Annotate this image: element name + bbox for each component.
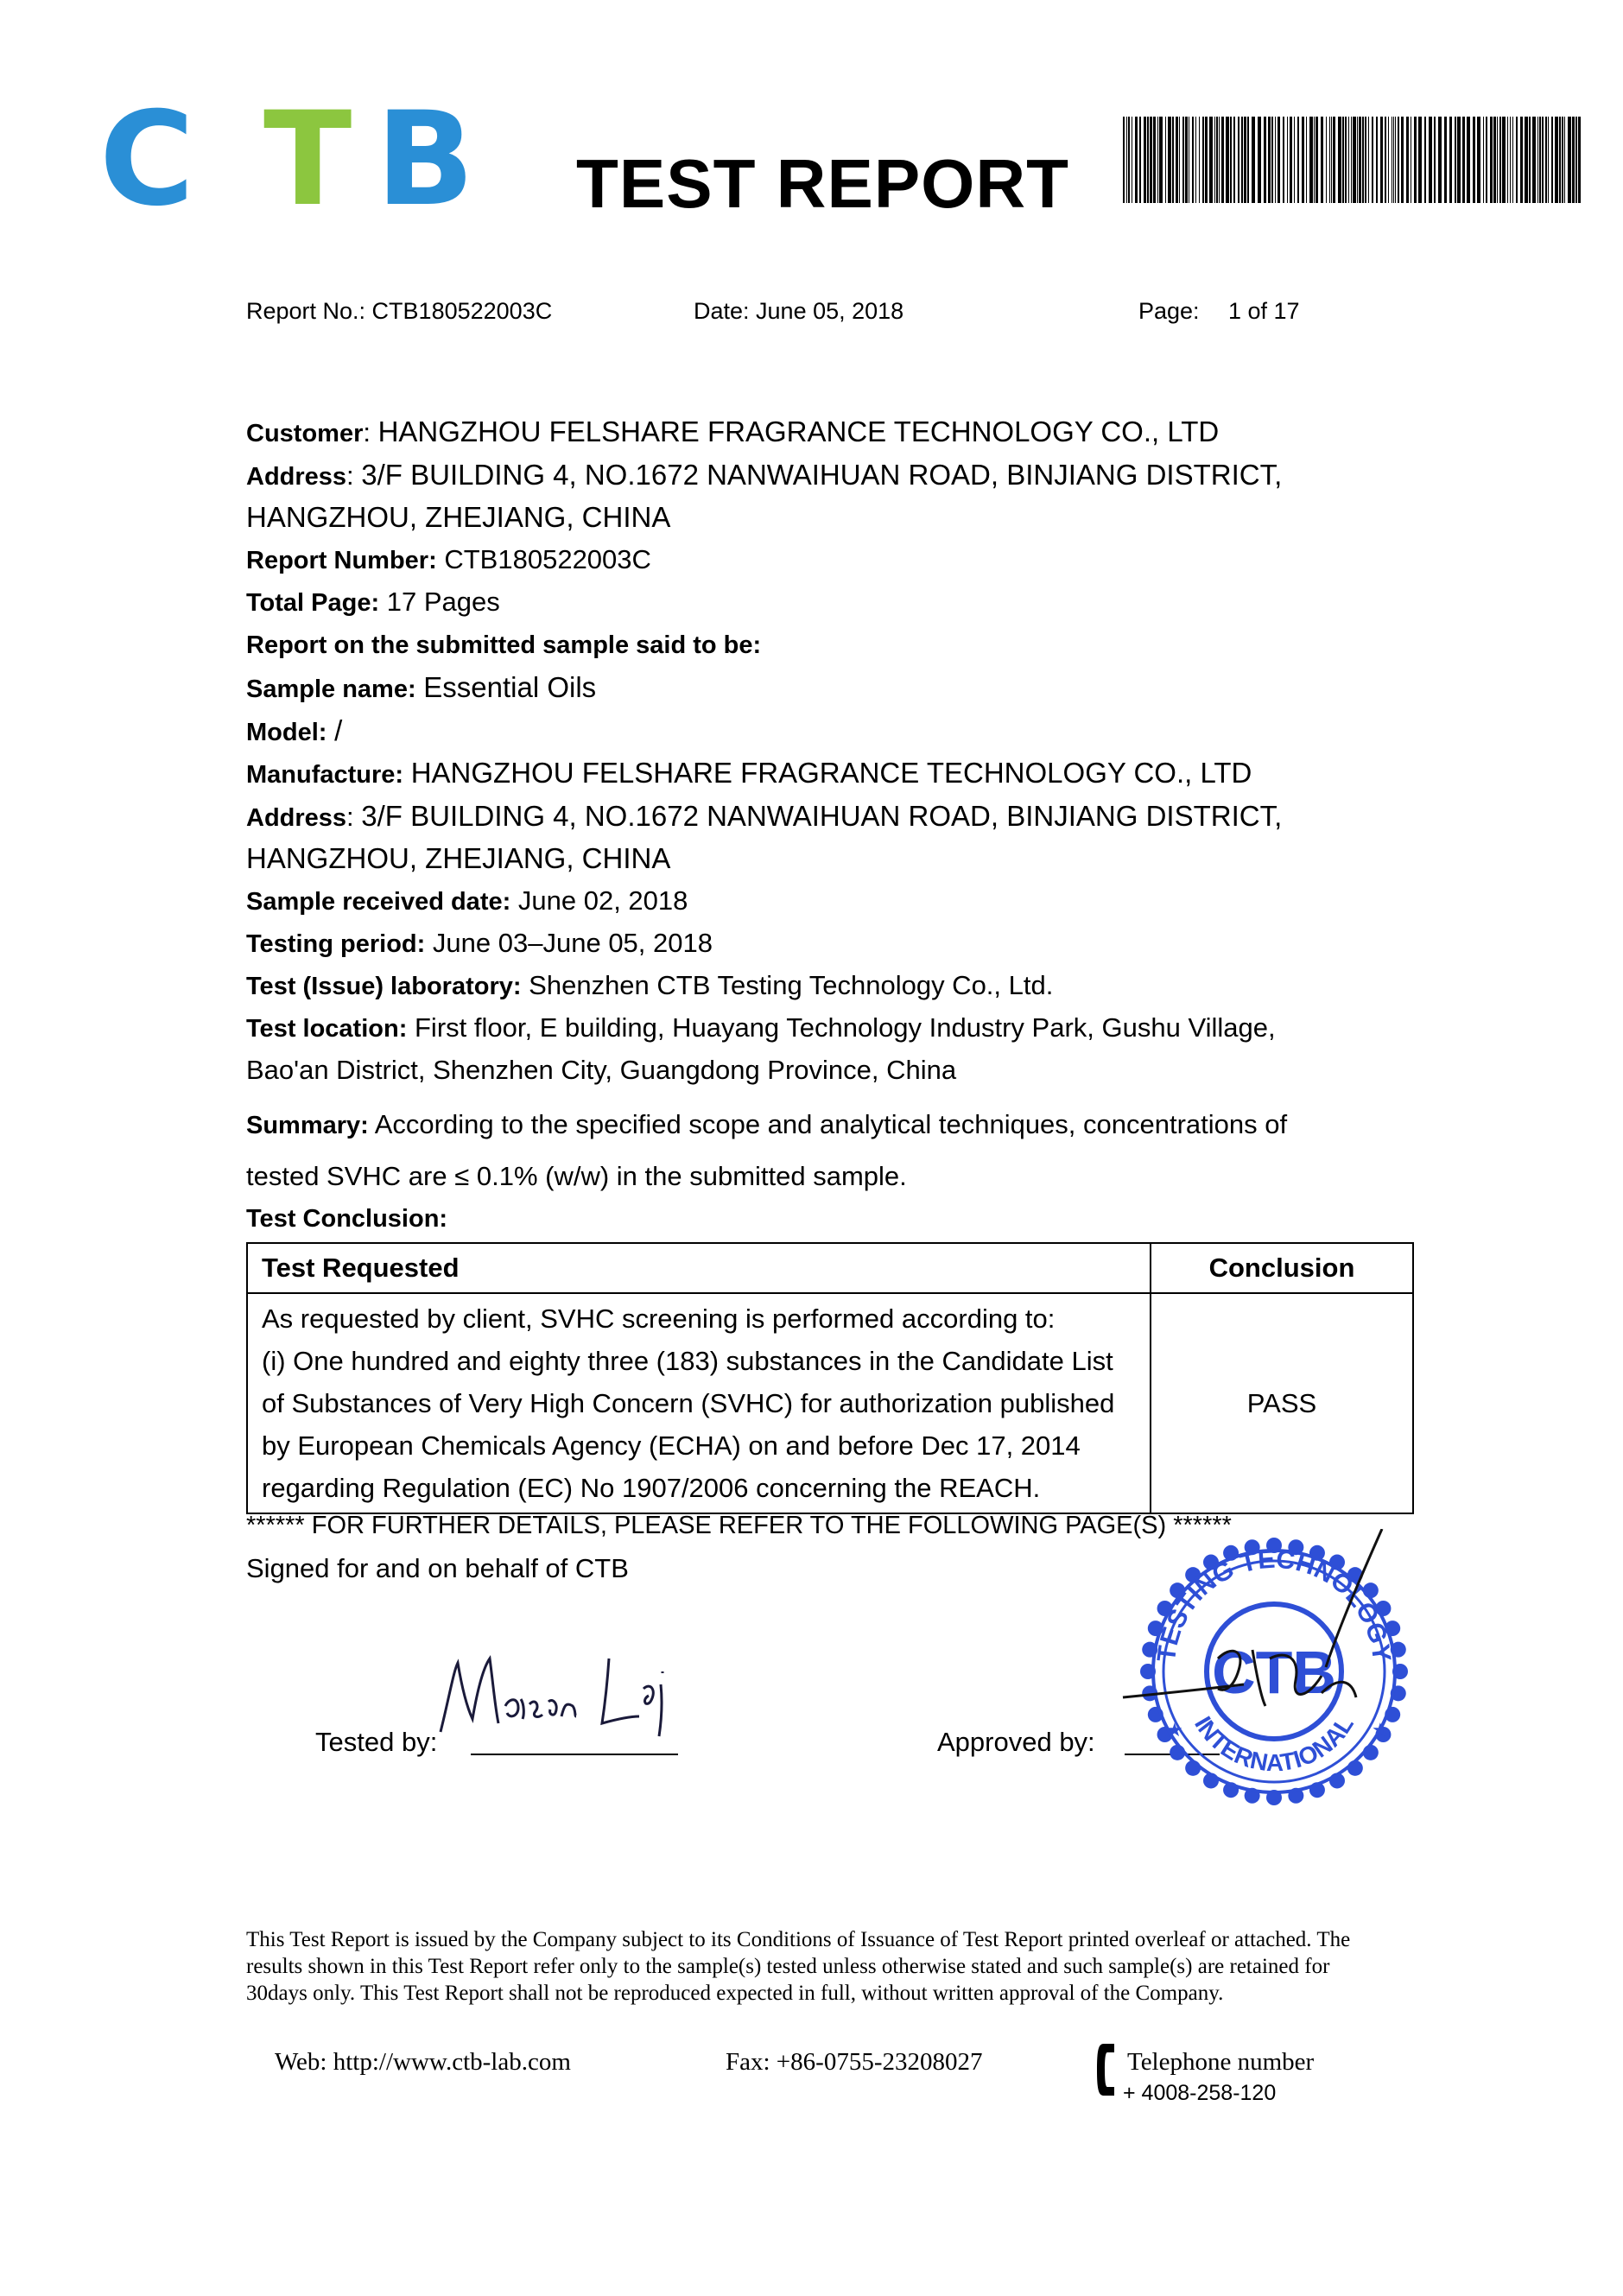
barcode-bar — [1209, 117, 1213, 203]
request-line: by European Chemicals Agency (ECHA) on and before Dec 17, 2014 — [262, 1430, 1081, 1461]
barcode-bar — [1545, 117, 1547, 203]
barcode-bar — [1551, 117, 1553, 203]
telephone-label: Telephone number — [1127, 2048, 1315, 2076]
barcode-bar — [1351, 117, 1352, 203]
barcode-icon — [1123, 117, 1582, 203]
barcode-bar — [1123, 117, 1125, 203]
barcode-bar — [1516, 117, 1518, 203]
barcode-bar — [1359, 117, 1361, 203]
received-value: June 02, 2018 — [517, 885, 688, 916]
barcode-bar — [1537, 117, 1538, 203]
barcode-bar — [1219, 117, 1220, 203]
location-line2: Bao'an District, Shenzhen City, Guangdong Province, China — [246, 1055, 957, 1085]
barcode-bar — [1380, 117, 1383, 203]
barcode-bar — [1578, 117, 1581, 203]
stamp-text-bottom: INTERNATIONAL — [1189, 1711, 1359, 1777]
barcode-bar — [1135, 117, 1138, 203]
barcode-bar — [1182, 117, 1184, 203]
conclusion-heading — [246, 1201, 447, 1236]
barcode-bar — [1345, 117, 1347, 203]
barcode-bar — [1507, 117, 1508, 203]
barcode-bar — [1199, 117, 1200, 203]
table-row — [247, 1293, 1413, 1513]
stamp-text-top: TESTING TECHNOLOGY — [1151, 1544, 1397, 1664]
barcode-bar — [1348, 117, 1349, 203]
barcode-bar — [1309, 117, 1313, 203]
barcode-bar — [1434, 117, 1436, 203]
telephone-number: + 4008-258-120 — [1123, 2081, 1277, 2105]
barcode-bar — [1388, 117, 1389, 203]
stamp-star-icon: ★ — [1372, 1719, 1389, 1741]
barcode-bar — [1473, 117, 1475, 203]
report-number-value: CTB180522003C — [444, 544, 651, 574]
customer-label: Customer — [246, 420, 364, 447]
barcode-bar — [1562, 117, 1563, 203]
disclaimer-text: This Test Report is issued by the Company subject to its Conditions of Issuance of Test Report printed overleaf or attached. The results shown in this Test Report refer only to the sample(s) tested unless otherwise stated and such sample(s) are retained for 30days only. This Test Report shall not be reproduced expected in full, without written approval of the Company. — [246, 1928, 1351, 2005]
page-label: Page: — [1138, 298, 1200, 324]
barcode-bar — [1147, 117, 1149, 203]
barcode-bar — [1214, 117, 1215, 203]
conclusion-label: Test Conclusion: — [246, 1205, 448, 1233]
barcode-bar — [1290, 117, 1292, 203]
logo-letter-b: B — [376, 85, 475, 235]
barcode-bar — [1331, 117, 1332, 203]
barcode-bar — [1329, 117, 1330, 203]
barcode-bar — [1497, 117, 1498, 203]
barcode-bar — [1493, 117, 1496, 203]
manufacture-label: Manufacture: — [246, 761, 404, 789]
barcode-bar — [1398, 117, 1399, 203]
barcode-bar — [1326, 117, 1327, 203]
barcode-bar — [1406, 117, 1409, 203]
request-line: of Substances of Very High Concern (SVHC) for authorization published — [262, 1388, 1115, 1418]
barcode-bar — [1275, 117, 1276, 203]
barcode-bar — [1502, 117, 1506, 203]
barcode-bar — [1357, 117, 1358, 203]
barcode-bar — [1338, 117, 1341, 203]
barcode-bar — [1512, 117, 1513, 203]
footer-web: Web: http://www.ctb-lab.com — [275, 2048, 571, 2076]
barcode-bar — [1306, 117, 1307, 203]
barcode-bar — [1283, 117, 1284, 203]
barcode-bar — [1510, 117, 1511, 203]
barcode-bar — [1418, 117, 1422, 203]
barcode-bar — [1520, 117, 1523, 203]
tested-signature — [428, 1637, 687, 1754]
barcode-bar — [1333, 117, 1335, 203]
barcode-bar — [1365, 117, 1366, 203]
barcode-bar — [1372, 117, 1373, 203]
telephone-icon — [1095, 2040, 1121, 2099]
summary-line2: tested SVHC are ≤ 0.1% (w/w) in the submitted sample. — [246, 1161, 907, 1191]
further-details-note: ****** FOR FURTHER DETAILS, PLEASE REFER TO THE FOLLOWING PAGE(S) ****** — [246, 1512, 1232, 1539]
barcode-bar — [1477, 117, 1480, 203]
summary-line1: According to the specified scope and analytical techniques, concentrations of — [374, 1109, 1288, 1139]
footer-fax: Fax: +86-0755-23208027 — [726, 2048, 983, 2076]
barcode-bar — [1195, 117, 1196, 203]
barcode-bar — [1153, 117, 1156, 203]
barcode-bar — [1401, 117, 1404, 203]
address-row: Address: 3/F BUILDING 4, NO.1672 NANWAIHUAN ROAD, BINJIANG DISTRICT, — [246, 459, 1283, 491]
barcode-bar — [1179, 117, 1180, 203]
model-label: Model: — [246, 719, 327, 746]
barcode-bar — [1226, 117, 1229, 203]
signed-for: Signed for and on behalf of CTB — [246, 1553, 629, 1583]
lab-row — [246, 968, 1053, 1004]
barcode-bar — [1483, 117, 1484, 203]
barcode-bar — [1414, 117, 1417, 203]
request-line: (i) One hundred and eighty three (183) substances in the Candidate List — [262, 1346, 1113, 1376]
submitted-label: Report on the submitted sample said to be: — [246, 631, 762, 659]
customer-row: Customer: HANGZHOU FELSHARE FRAGRANCE TECHNOLOGY CO., LTD — [246, 415, 1220, 447]
summary-label: Summary: — [246, 1112, 369, 1139]
barcode-bar — [1559, 117, 1561, 203]
barcode-bar — [1238, 117, 1239, 203]
barcode-bar — [1168, 117, 1171, 203]
tested-by-label: Tested by: — [315, 1727, 438, 1757]
model-row — [246, 714, 342, 750]
barcode-bar — [1159, 117, 1163, 203]
barcode-bar — [1490, 117, 1493, 203]
lab-label: Test (Issue) laboratory: — [246, 973, 522, 1000]
page-title: TEST REPORT — [576, 145, 1070, 222]
header-conclusion: Conclusion — [1151, 1243, 1413, 1293]
barcode-bar — [1542, 117, 1544, 203]
total-page-label: Total Page: — [246, 589, 380, 617]
barcode-bar — [1297, 117, 1299, 203]
barcode-bar — [1444, 117, 1447, 203]
barcode-bar — [1568, 117, 1571, 203]
barcode-bar — [1221, 117, 1224, 203]
total-page-row — [246, 585, 500, 620]
barcode-bar — [1376, 117, 1378, 203]
report-no: Report No.: CTB180522003C — [246, 298, 553, 324]
barcode-bar — [1277, 117, 1280, 203]
barcode-bar — [1539, 117, 1541, 203]
barcode-bar — [1128, 117, 1130, 203]
barcode-bar — [1564, 117, 1565, 203]
approved-by-label: Approved by: — [937, 1727, 1095, 1757]
barcode-bar — [1247, 117, 1249, 203]
barcode-bar — [1368, 117, 1369, 203]
barcode-bar — [1424, 117, 1426, 203]
request-cell — [247, 1293, 1151, 1513]
address-line1: 3/F BUILDING 4, NO.1672 NANWAIHUAN ROAD, BINJIANG DISTRICT, — [361, 459, 1283, 491]
barcode-bar — [1233, 117, 1235, 203]
period-value: June 03–June 05, 2018 — [432, 928, 713, 958]
location-row — [246, 1011, 1276, 1046]
submitted-heading — [246, 627, 761, 663]
request-line: regarding Regulation (EC) No 1907/2006 concerning the REACH. — [262, 1473, 1041, 1503]
barcode-bar — [1438, 117, 1442, 203]
period-row — [246, 926, 713, 961]
period-label: Testing period: — [246, 930, 426, 958]
logo-letter-t: T — [263, 85, 352, 235]
barcode-bar — [1302, 117, 1304, 203]
manufacture-address-line2: HANGZHOU, ZHEJIANG, CHINA — [246, 842, 671, 874]
barcode-bar — [1393, 117, 1394, 203]
barcode-bar — [1429, 117, 1432, 203]
barcode-bar — [1395, 117, 1396, 203]
logo-letter-c: C — [99, 85, 195, 235]
barcode-bar — [1268, 117, 1271, 203]
barcode-bar — [1185, 117, 1188, 203]
barcode-bar — [1575, 117, 1577, 203]
barcode-bar — [1353, 117, 1356, 203]
lab-value: Shenzhen CTB Testing Technology Co., Ltd. — [529, 970, 1054, 1000]
table-header-row — [247, 1243, 1413, 1293]
report-number-label: Report Number: — [246, 547, 437, 574]
address-label: Address — [246, 463, 347, 491]
barcode-bar — [1258, 117, 1261, 203]
sample-name-value: Essential Oils — [423, 671, 597, 703]
barcode-bar — [1157, 117, 1158, 203]
report-date: Date: June 05, 2018 — [694, 298, 904, 324]
barcode-bar — [1287, 117, 1288, 203]
barcode-bar — [1385, 117, 1386, 203]
barcode-bar — [1150, 117, 1152, 203]
manufacture-address-row: Address: 3/F BUILDING 4, NO.1672 NANWAIHUAN ROAD, BINJIANG DISTRICT, — [246, 800, 1283, 832]
barcode-bar — [1252, 117, 1255, 203]
manufacture-value: HANGZHOU FELSHARE FRAGRANCE TECHNOLOGY CO., LTD — [410, 757, 1252, 789]
barcode-bar — [1126, 117, 1127, 203]
barcode-bar — [1548, 117, 1549, 203]
barcode-bar — [1342, 117, 1344, 203]
header-test-requested: Test Requested — [247, 1243, 1151, 1293]
location-label: Test location: — [246, 1015, 408, 1043]
stamp-star-icon: ★ — [1166, 1719, 1183, 1741]
manufacture-address-label: Address — [246, 804, 347, 832]
tested-by-line — [471, 1754, 678, 1755]
summary-row — [246, 1107, 1287, 1143]
barcode-bar — [1271, 117, 1273, 203]
barcode-bar — [1205, 117, 1208, 203]
barcode-bar — [1241, 117, 1243, 203]
barcode-bar — [1165, 117, 1166, 203]
model-value: / — [334, 714, 343, 746]
barcode-bar — [1144, 117, 1146, 203]
barcode-bar — [1499, 117, 1501, 203]
result-cell: PASS — [1151, 1293, 1413, 1513]
customer-value: HANGZHOU FELSHARE FRAGRANCE TECHNOLOGY CO., LTD — [377, 415, 1220, 447]
barcode-bar — [1176, 117, 1178, 203]
barcode-bar — [1172, 117, 1174, 203]
manufacture-row — [246, 756, 1252, 792]
barcode-bar — [1139, 117, 1141, 203]
barcode-bar — [1202, 117, 1204, 203]
barcode-bar — [1455, 117, 1456, 203]
sample-name-label: Sample name: — [246, 675, 416, 703]
barcode-bar — [1457, 117, 1461, 203]
barcode-bar — [1449, 117, 1452, 203]
barcode-bar — [1529, 117, 1531, 203]
ctb-stamp — [1114, 1529, 1434, 1805]
barcode-bar — [1572, 117, 1575, 203]
barcode-bar — [1467, 117, 1470, 203]
stamp-center-text: CTB — [1212, 1639, 1336, 1706]
barcode-bar — [1264, 117, 1266, 203]
received-label: Sample received date: — [246, 888, 511, 916]
report-number-row — [246, 542, 651, 578]
barcode-bar — [1362, 117, 1364, 203]
barcode-bar — [1462, 117, 1465, 203]
barcode-bar — [1316, 117, 1318, 203]
total-page-value: 17 Pages — [386, 587, 500, 617]
barcode-bar — [1216, 117, 1218, 203]
barcode-bar — [1192, 117, 1194, 203]
barcode-bar — [1525, 117, 1528, 203]
barcode-bar — [1555, 117, 1558, 203]
barcode-bar — [1244, 117, 1246, 203]
received-row — [246, 884, 688, 919]
barcode-bar — [1294, 117, 1295, 203]
address-line2: HANGZHOU, ZHEJIANG, CHINA — [246, 501, 671, 533]
barcode-bar — [1314, 117, 1315, 203]
barcode-bar — [1532, 117, 1536, 203]
sample-name-row — [246, 670, 596, 707]
conclusion-table — [246, 1242, 1414, 1514]
barcode-bar — [1486, 117, 1487, 203]
manufacture-address-line1: 3/F BUILDING 4, NO.1672 NANWAIHUAN ROAD, BINJIANG DISTRICT, — [361, 800, 1283, 832]
barcode-bar — [1230, 117, 1232, 203]
location-line1: First floor, E building, Huayang Technology Industry Park, Gushu Village, — [415, 1012, 1276, 1043]
barcode-bar — [1321, 117, 1323, 203]
request-line: As requested by client, SVHC screening is performed according to: — [262, 1303, 1056, 1334]
page-number: 1 of 17 — [1228, 298, 1300, 324]
